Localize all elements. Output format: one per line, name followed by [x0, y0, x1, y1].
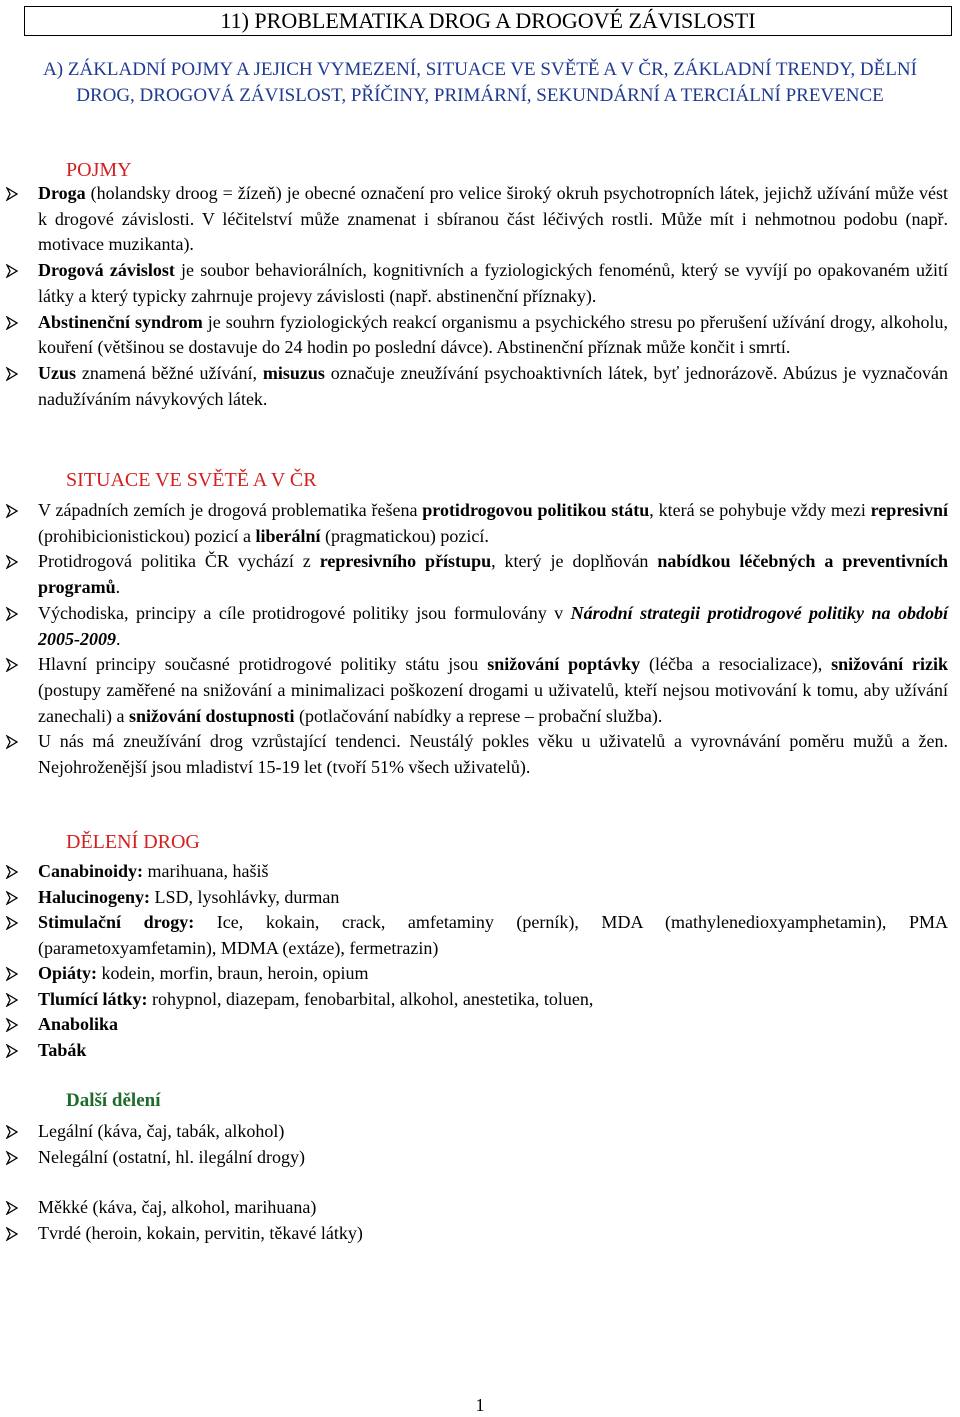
list-item — [0, 1038, 960, 1064]
bold-term: represivního přístupu — [319, 551, 492, 572]
arrow-right-icon — [5, 555, 19, 569]
bold-term: snižování rizik — [831, 654, 948, 675]
item-text: kodein, morfin, braun, heroin, opium — [97, 963, 369, 983]
bold-term: Halucinogeny: — [38, 886, 151, 907]
bold-term: snižování dostupnosti — [128, 705, 295, 726]
bold-term: Canabinoidy: — [38, 861, 144, 881]
item-text: rohypnol, diazepam, fenobarbital, alkohol, anestetika, toluen, — [147, 988, 594, 1009]
item-text: U nás má zneužívání drog vzrůstající tendenci. Neustálý pokles věku u uživatelů a vyrovnávání poměru mužů a žen. Nejohroženější jsou mladiství 15-19 let (tvoří 51% všech uživatelů). — [38, 731, 948, 778]
item-text: Hlavní principy současné protidrogové politiky státu jsou — [38, 654, 488, 675]
item-text: Ice, kokain, crack, amfetaminy (perník), MDA (mathylenedioxyamphetamin), PMA (parametoxyamfetamin), MDMA (extáze), fermetrazin) — [38, 912, 948, 958]
list-item — [0, 1119, 960, 1145]
list-item — [0, 498, 960, 549]
heading-deleni: DĚLENÍ DROG — [66, 831, 200, 853]
arrow-right-icon — [5, 316, 19, 330]
bold-term: Opiáty: — [38, 963, 98, 983]
arrow-right-icon — [5, 1018, 19, 1032]
item-text: Protidrogová politika ČR vychází z — [38, 551, 320, 572]
arrow-right-icon — [5, 607, 19, 621]
arrow-right-icon — [5, 735, 19, 749]
bold-term: liberální — [255, 525, 321, 546]
bold-term: protidrogovou politikou státu — [422, 500, 650, 520]
list-pojmy — [0, 181, 960, 412]
list-dalsi-legalita — [0, 1119, 960, 1170]
heading-situace: SITUACE VE SVĚTĚ A V ČR — [66, 469, 317, 491]
list-item — [0, 601, 960, 652]
arrow-right-icon — [5, 916, 19, 930]
arrow-right-icon — [5, 504, 19, 518]
list-item — [0, 310, 960, 361]
list-item — [0, 549, 960, 600]
heading-dalsi-deleni: Další dělení — [66, 1090, 161, 1111]
heading-pojmy: POJMY — [66, 159, 132, 181]
bold-term: misuzus — [262, 362, 325, 383]
arrow-right-icon — [5, 1151, 19, 1165]
list-item — [0, 1221, 960, 1247]
arrow-right-icon — [5, 1201, 19, 1215]
bold-term: Tlumící látky: — [38, 988, 148, 1009]
list-item — [0, 361, 960, 412]
item-text: Legální (káva, čaj, tabák, alkohol) — [38, 1121, 285, 1141]
item-text: Tvrdé (heroin, kokain, pervitin, těkavé látky) — [38, 1222, 363, 1243]
page-title: 11) PROBLEMATIKA DROG A DROGOVÉ ZÁVISLOSTI — [24, 6, 952, 36]
item-text: LSD, lysohlávky, durman — [150, 886, 340, 907]
list-item — [0, 181, 960, 258]
item-text: označuje zneužívání psychoaktivních látek, byť jednorázově. Abúzus je vyznačován nadužíváním návykových látek. — [38, 362, 949, 409]
item-text: (léčba a resocializace), — [640, 654, 832, 675]
list-item — [0, 1195, 960, 1221]
item-text: je soubor behaviorálních, kognitivních a fyziologických fenoménů, který se vyvíjí po opakovaném užití látky a který typicky zahrnuje projevy závislosti (např. abstinenční příznaky). — [38, 260, 948, 306]
item-text: (holandsky droog = žízeň) je obecné označení pro velice široký okruh psychotropních látek, jejichž užívání může vést k drogové závislosti. V léčitelství může znamenat i sbíranou část léčivých rostli. Může mít i nehmotnou podobu (např. motivace muzikanta). — [38, 183, 948, 255]
item-text: je souhrn fyziologických reakcí organismu a psychického stresu po přerušení užívání drogy, alkoholu, kouření (většinou se dostavuje do 24 hodin po poslední dávce). Abstinenční příznak může končit i smrtí. — [38, 311, 948, 358]
bold-term: Droga — [38, 183, 86, 203]
item-text: Nelegální (ostatní, hl. ilegální drogy) — [38, 1146, 305, 1167]
bold-term: Uzus — [38, 362, 77, 383]
item-text: (prohibicionistickou) pozicí a — [38, 525, 256, 546]
arrow-right-icon — [5, 187, 19, 201]
list-item — [0, 961, 960, 987]
item-text: , která se pohybuje vždy mezi — [649, 500, 871, 520]
bold-term: Národní strategii protidrogové politiky na období 2005-2009 — [38, 602, 948, 649]
bold-term: Anabolika — [38, 1014, 119, 1034]
item-text: (postupy zaměřené na snižování a minimalizaci poškození drogami u uživatelů, kteří nejsou motivování k tomu, aby užívání zanechali) a — [38, 679, 948, 726]
item-text: Měkké (káva, čaj, alkohol, marihuana) — [38, 1197, 317, 1217]
bold-term: snižování poptávky — [487, 654, 641, 675]
list-item — [0, 910, 960, 961]
section-a-subtitle: A) ZÁKLADNÍ POJMY A JEJICH VYMEZENÍ, SITUACE VE SVĚTĚ A V ČR, ZÁKLADNÍ TRENDY, DĚLNÍ DROG, DROGOVÁ ZÁVISLOST, PŘÍČINY, PRIMÁRNÍ, SEKUNDÁRNÍ A TERCIÁLNÍ PREVENCE — [43, 59, 917, 106]
arrow-right-icon — [5, 891, 19, 905]
list-item — [0, 258, 960, 309]
list-item — [0, 1012, 960, 1038]
arrow-right-icon — [5, 967, 19, 981]
item-text: Východiska, principy a cíle protidrogové politiky jsou formulovány v — [38, 602, 571, 623]
item-text: znamená běžné užívání, — [76, 362, 263, 383]
bold-term: nabídkou léčebných a preventivních programů — [38, 551, 948, 598]
arrow-right-icon — [5, 1125, 19, 1139]
list-item — [0, 885, 960, 911]
bold-term: Abstinenční syndrom — [38, 311, 203, 332]
arrow-right-icon — [5, 658, 19, 672]
list-item — [0, 1145, 960, 1171]
list-item — [0, 859, 960, 885]
list-item — [0, 729, 960, 780]
item-text: marihuana, hašiš — [143, 861, 269, 881]
item-text: , který je doplňován — [491, 551, 658, 572]
list-item — [0, 987, 960, 1013]
item-text: . — [116, 628, 121, 649]
item-text: . — [115, 577, 121, 598]
bold-term: Stimulační drogy: — [38, 912, 195, 932]
item-text: (pragmatickou) pozicí. — [320, 525, 489, 546]
bold-term: Drogová závislost — [38, 260, 175, 281]
arrow-right-icon — [5, 1227, 19, 1241]
list-dalsi-tvrdost — [0, 1195, 960, 1246]
arrow-right-icon — [5, 367, 19, 381]
arrow-right-icon — [5, 264, 19, 278]
bold-term: represivní — [870, 500, 948, 520]
page-number: 1 — [475, 1395, 485, 1415]
list-deleni — [0, 859, 960, 1063]
list-situace — [0, 498, 960, 781]
item-text: (potlačování nabídky a represe – probační služba). — [294, 705, 663, 726]
item-text: V západních zemích je drogová problematika řešena — [38, 500, 423, 520]
bold-term: Tabák — [38, 1039, 87, 1060]
arrow-right-icon — [5, 865, 19, 879]
arrow-right-icon — [5, 1044, 19, 1058]
list-item — [0, 652, 960, 729]
arrow-right-icon — [5, 993, 19, 1007]
